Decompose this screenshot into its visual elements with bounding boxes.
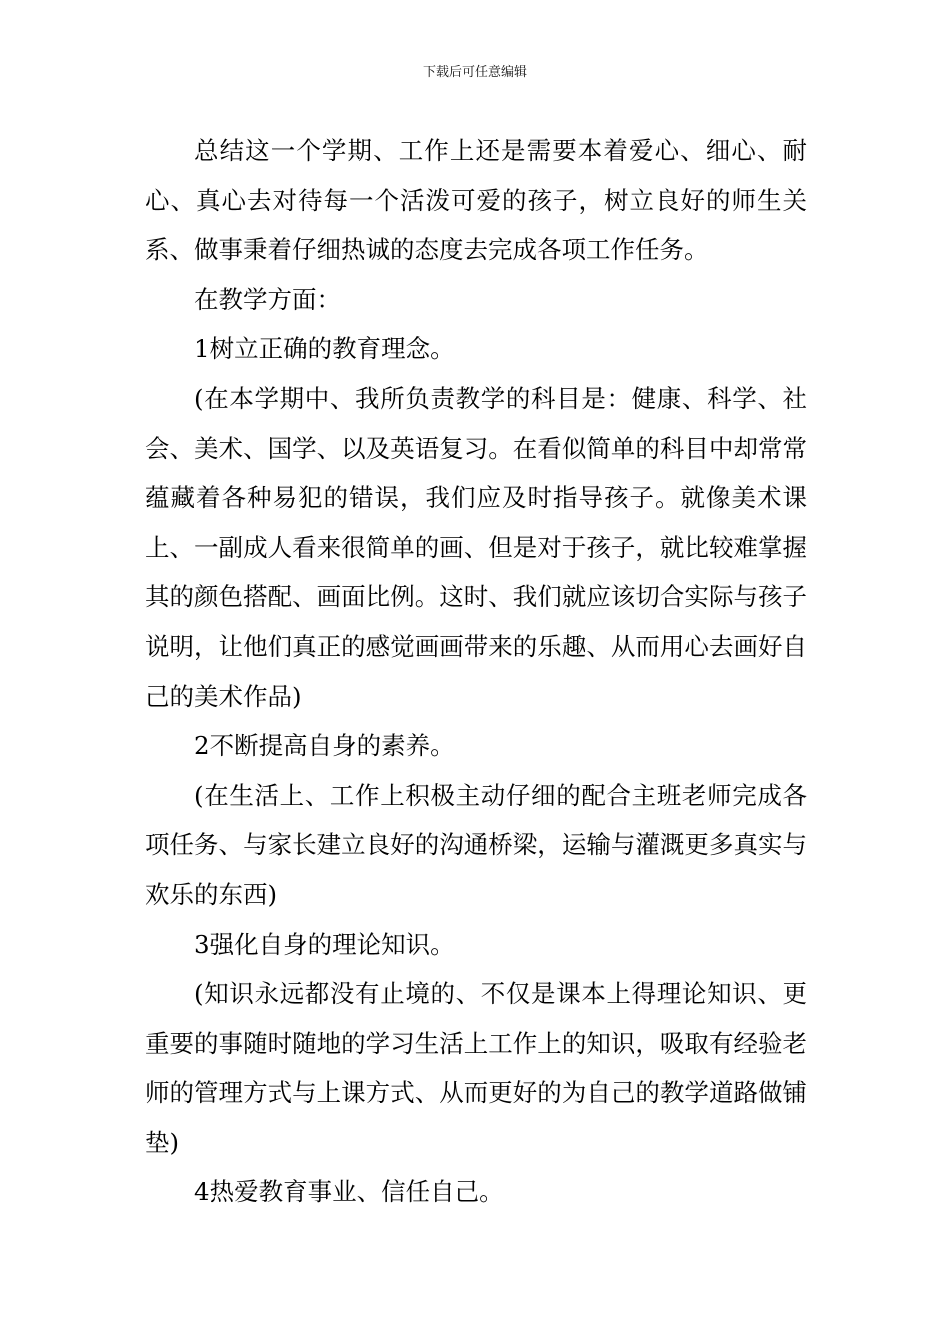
paragraph-item-4: 4热爱教育事业、信任自己。 (194, 1177, 504, 1207)
document-body (145, 126, 807, 1217)
page-header-note: 下载后可任意编辑 (422, 65, 527, 80)
paragraph-item-3: 3强化自身的理论知识。 (194, 929, 455, 959)
paragraph-item-2-detail: (在生活上、工作上积极主动仔细的配合主班老师完成各项任务、与家长建立良好的沟通桥梁，运输与灌溉更多真实与欢乐的东西) (145, 780, 807, 909)
paragraph-item-3-detail: (知识永远都没有止境的、不仅是课本上得理论知识、更重要的事随时随地的学习生活上工作上的知识，吸取有经验老师的管理方式与上课方式、从而更好的为自己的教学道路做铺垫) (145, 979, 807, 1157)
paragraph-item-2: 2不断提高自身的素养。 (194, 731, 455, 761)
paragraph-teaching-heading: 在教学方面： (194, 284, 341, 314)
paragraph-summary: 总结这一个学期、工作上还是需要本着爱心、细心、耐心、真心去对待每一个活泼可爱的孩子，树立良好的师生关系、做事秉着仔细热诚的态度去完成各项工作任务。 (145, 136, 807, 265)
paragraph-item-1-detail: (在本学期中、我所负责教学的科目是：健康、科学、社会、美术、国学、以及英语复习。在看似简单的科目中却常常蕴藏着各种易犯的错误，我们应及时指导孩子。就像美术课上、一副成人看来很简单的画、但是对于孩子，就比较难掌握其的颜色搭配、画面比例。这时、我们就应该切合实际与孩子说明，让他们真正的感觉画画带来的乐趣、从而用心去画好自己的美术作品) (145, 383, 807, 711)
paragraph-item-1: 1树立正确的教育理念。 (194, 334, 455, 364)
